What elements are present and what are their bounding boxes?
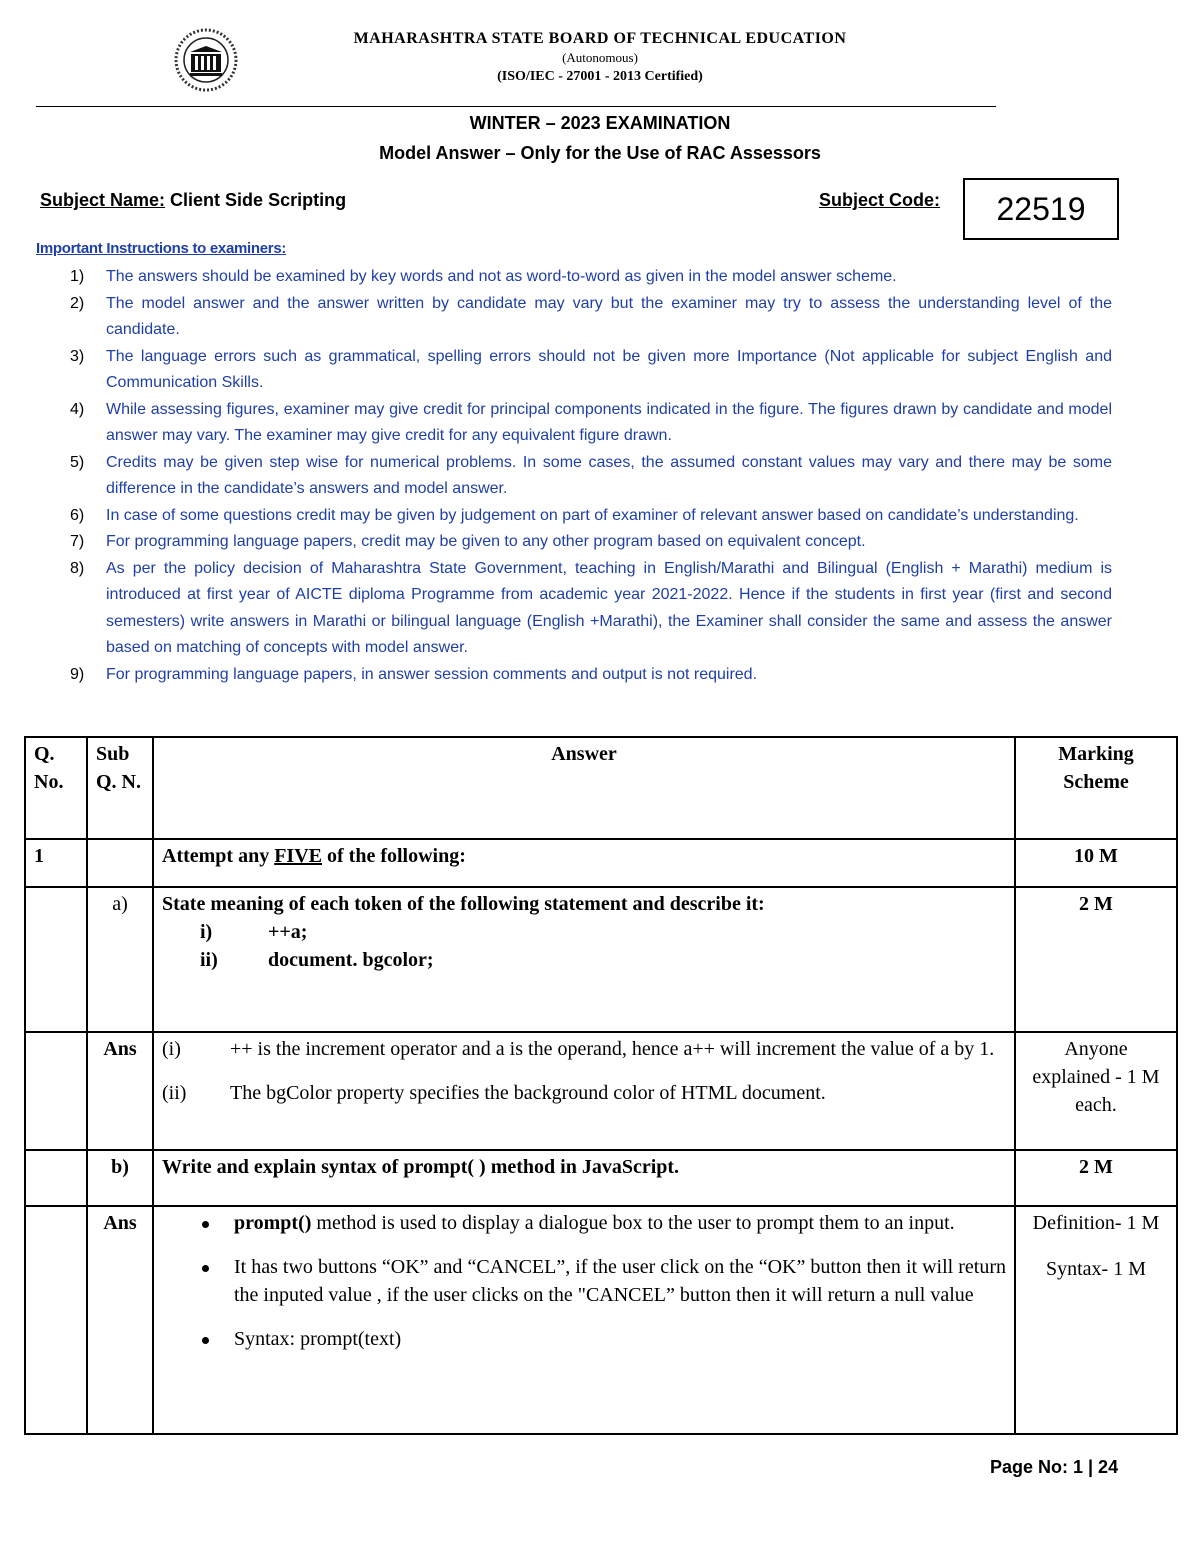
empty-cell <box>87 839 153 887</box>
instruction-item: 3) The language errors such as grammatical, spelling errors should not be given more Importance (Not applicable for subject English and Communication Skills. <box>70 347 1112 391</box>
instruction-item: 5) Credits may be given step wise for numerical problems. In some cases, the assumed constant values may vary and there may be some difference in the candidate’s answers and model answer. <box>70 453 1112 497</box>
answer-marking: Definition- 1 M Syntax- 1 M <box>1015 1206 1177 1434</box>
table-row <box>25 1150 1177 1206</box>
answer-marking: Anyone explained - 1 M each. <box>1015 1032 1177 1150</box>
empty-cell <box>25 1032 87 1150</box>
empty-cell <box>25 1150 87 1206</box>
instruction-item: 6) In case of some questions credit may be given by judgement on part of examiner of relevant answer based on candidate’s understanding. <box>70 506 1079 524</box>
bullet-icon <box>202 1337 209 1344</box>
answer-label: Ans <box>87 1032 153 1150</box>
board-name: MAHARASHTRA STATE BOARD OF TECHNICAL EDUCATION <box>353 30 847 47</box>
exam-title: WINTER – 2023 EXAMINATION <box>469 113 731 133</box>
table-row <box>25 839 1177 887</box>
sub-question-label: a) <box>87 887 153 1032</box>
instruction-item: 4) While assessing figures, examiner may give credit for principal components indicated in the figure. The figures drawn by candidate and model answer may vary. The examiner may give credit for any equivalent figure drawn. <box>70 400 1112 444</box>
empty-cell <box>25 1206 87 1434</box>
sub-question-text: State meaning of each token of the following statement and describe it: i) ++a; ii) document. bgcolor; <box>153 887 1015 1032</box>
header-answer: Answer <box>153 737 1015 839</box>
instruction-item: 9) For programming language papers, in answer session comments and output is not required. <box>70 665 758 683</box>
sub-question-text: Write and explain syntax of prompt( ) method in JavaScript. <box>153 1150 1015 1206</box>
sub-question-marks: 2 M <box>1015 1150 1177 1206</box>
empty-cell <box>25 887 87 1032</box>
answer-table <box>24 736 1178 1435</box>
list-item: prompt() method is used to display a dialogue box to the user to prompt them to an input. <box>202 1209 1006 1237</box>
subject-name <box>40 190 346 211</box>
instructions-heading: Important Instructions to examiners: <box>36 240 287 257</box>
sub-question-marks: 2 M <box>1015 887 1177 1032</box>
answer-text <box>153 1206 1015 1434</box>
autonomous-label: (Autonomous) <box>562 50 638 65</box>
subject-name-value: Client Side Scripting <box>165 190 347 210</box>
instruction-item: 1) The answers should be examined by key words and not as word-to-word as given in the model answer scheme. <box>70 268 897 285</box>
header-divider <box>36 106 996 107</box>
subject-code <box>819 190 940 211</box>
question-text: Attempt any FIVE of the following: <box>153 839 1015 887</box>
question-marks: 10 M <box>1015 839 1177 887</box>
table-row <box>25 1206 1177 1434</box>
instruction-item: 7) For programming language papers, credit may be given to any other program based on equivalent concept. <box>70 533 866 550</box>
list-item: Syntax: prompt(text) <box>202 1325 1006 1353</box>
instruction-item: 2) The model answer and the answer written by candidate may vary but the examiner may try to assess the understanding level of the candidate. <box>70 294 1112 338</box>
table-row <box>25 1032 1177 1150</box>
header-qno: Q. No. <box>25 737 87 839</box>
instructions-list <box>36 264 1112 688</box>
list-item: It has two buttons “OK” and “CANCEL”, if the user click on the “OK” button then it will return the inputed value , if the user clicks on the "CANCEL” button then it will return a null value <box>202 1253 1006 1309</box>
subject-code-box: 22519 <box>963 178 1119 240</box>
iso-certification: (ISO/IEC - 27001 - 2013 Certified) <box>497 69 703 84</box>
instruction-item: 8) As per the policy decision of Maharashtra State Government, teaching in English/Marathi and Bilingual (English + Marathi) medium is introduced at first year of AICTE diploma Programme from academic year 2021-2022. Hence if the students in first year (first and second semesters) write answers in Marathi or bilingual language (English +Marathi), the Examiner shall consider the same and assess the answer based on matching of concepts with model answer. <box>70 559 1112 656</box>
sub-question-label: b) <box>87 1150 153 1206</box>
page-number: Page No: 1 | 24 <box>990 1457 1119 1477</box>
header-marking: Marking Scheme <box>1015 737 1177 839</box>
subject-name-label: Subject Name: <box>40 190 166 210</box>
table-row <box>25 887 1177 1032</box>
answer-label: Ans <box>87 1206 153 1434</box>
bullet-icon <box>202 1265 209 1272</box>
header-subq: Sub Q. N. <box>87 737 153 839</box>
bullet-icon <box>202 1221 209 1228</box>
answer-bullets <box>162 1209 1006 1353</box>
table-header-row <box>25 737 1177 839</box>
question-number: 1 <box>25 839 87 887</box>
subject-code-label: Subject Code: <box>819 190 941 210</box>
model-answer-title: Model Answer – Only for the Use of RAC Assessors <box>379 143 821 163</box>
answer-text: (i) ++ is the increment operator and a is the operand, hence a++ will increment the value of a by 1. (ii) The bgColor property specifies the background color of HTML document. <box>153 1032 1015 1150</box>
